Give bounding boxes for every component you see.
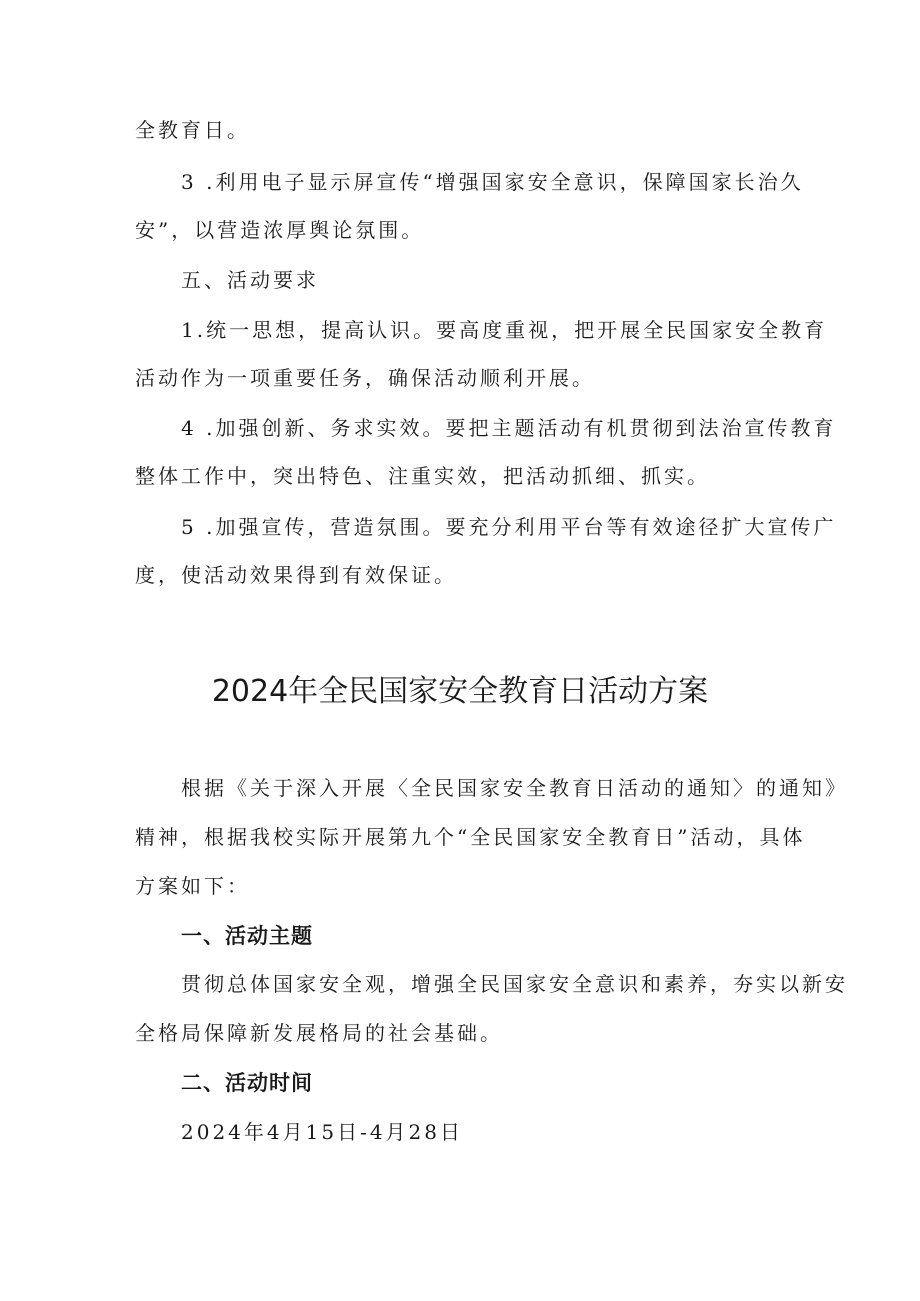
intro-line-1: 根据《关于深入开展〈全民国家安全教育日活动的通知〉的通知》 (181, 776, 848, 800)
requirement-5-line-1: 5 .加强宣传，营造氛围。要充分利用平台等有效途径扩大宣传广 (181, 515, 837, 539)
requirement-4-line-1: 4 .加强创新、务求实效。要把主题活动有机贯彻到法治宣传教育 (181, 416, 837, 440)
document-title: 2024年全民国家安全教育日活动方案 (211, 674, 709, 709)
paragraph-line: 全教育日。 (135, 118, 250, 142)
section-5-heading: 五、活动要求 (181, 268, 319, 292)
intro-line-2: 精神，根据我校实际开展第九个“全民国家安全教育日”活动，具体 (135, 825, 806, 849)
section-1-heading: 一、活动主题 (181, 924, 313, 948)
list-item-3-line-1: 3 .利用电子显示屏宣传“增强国家安全意识，保障国家长治久 (181, 170, 804, 194)
intro-line-3: 方案如下： (135, 874, 250, 898)
requirement-5-line-2: 度，使活动效果得到有效保证。 (135, 563, 457, 587)
section-2-heading: 二、活动时间 (181, 1071, 313, 1095)
section-1-line-1: 贯彻总体国家安全观，增强全民国家安全意识和素养，夯实以新安 (181, 972, 848, 996)
section-1-line-2: 全格局保障新发展格局的社会基础。 (135, 1021, 503, 1045)
requirement-1-line-1: 1.统一思想，提高认识。要高度重视，把开展全民国家安全教育 (181, 318, 828, 342)
requirement-4-line-2: 整体工作中，突出特色、注重实效，把活动抓细、抓实。 (135, 464, 710, 488)
requirement-1-line-2: 活动作为一项重要任务，确保活动顺利开展。 (135, 366, 595, 390)
list-item-3-line-2: 安”，以营造浓厚舆论氛围。 (135, 218, 425, 242)
section-2-date: 2024年4月15日-4月28日 (181, 1120, 464, 1144)
